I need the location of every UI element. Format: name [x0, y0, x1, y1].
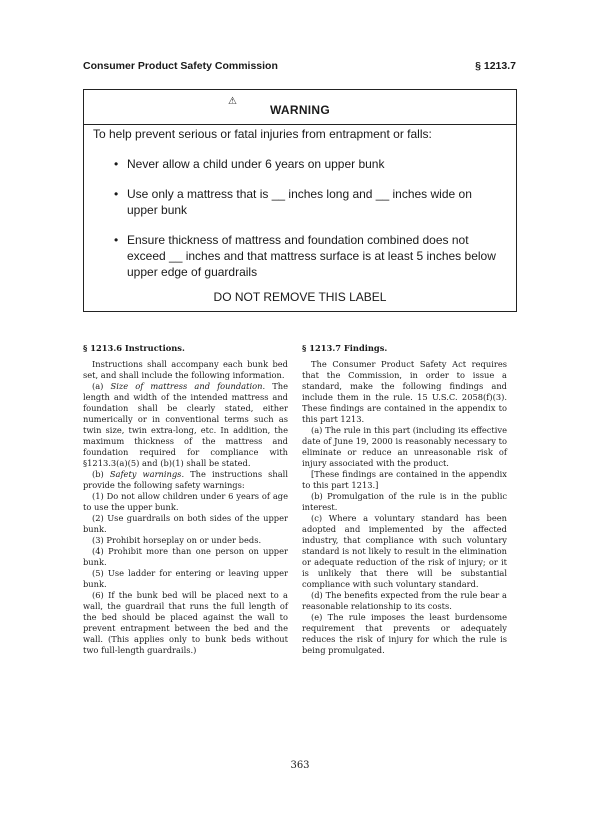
paragraph-label: (b): [92, 469, 104, 479]
paragraph-text: The length and width of the intended mattress and foundation shall be clearly stated, either numerically or in conventional terms such as twin size, twin extra-long, etc. In addition, the maximum thickness of the mattress and foundation required for compliance with §1213.3(a)(5) and (b)(1) shall be stated.: [83, 381, 288, 468]
warning-footer: DO NOT REMOVE THIS LABEL: [213, 290, 387, 304]
paragraph-text: The instructions shall provide the following safety warnings:: [83, 469, 288, 490]
warning-item: (3) Prohibit horseplay on or under beds.: [92, 535, 262, 545]
paragraph: (c) Where a voluntary standard has been adopted and implemented by the affected industry, that compliance with such voluntary standard is not likely to result in the elimination or adequate reduction of the risk of injury; or it is unlikely that there will be substantial compliance with such voluntary standard.: [302, 513, 507, 589]
warning-bullet: • Ensure thickness of mattress and foundation combined does not exceed __ inches and that mattress surface is at least 5 inches below upper edge of guardrails: [114, 232, 499, 280]
warning-lead-text: To help prevent serious or fatal injuries from entrapment or falls:: [93, 127, 432, 141]
warning-item: (4) Prohibit more than one person on upper bunk.: [83, 546, 288, 567]
warning-bullet: • Never allow a child under 6 years on upper bunk: [114, 156, 499, 172]
running-header-agency: Consumer Product Safety Commission: [83, 60, 278, 72]
paragraph-subheading: Size of mattress and foundation.: [110, 381, 266, 391]
paragraph: [These findings are contained in the appendix to this part 1213.]: [302, 469, 507, 490]
warning-header: [84, 90, 516, 125]
instructions-column: [83, 343, 288, 656]
warning-item: (5) Use ladder for entering or leaving upper bunk.: [83, 568, 288, 589]
warning-bullet: • Use only a mattress that is __ inches long and __ inches wide on upper bunk: [114, 186, 499, 218]
paragraph: (b) Promulgation of the rule is in the public interest.: [302, 491, 507, 512]
findings-column: [302, 343, 507, 656]
paragraph-subheading: Safety warnings.: [109, 469, 185, 479]
section-heading-instructions: § 1213.6 Instructions.: [83, 343, 185, 353]
warning-triangle-icon: ⚠: [228, 96, 237, 107]
paragraph: (e) The rule imposes the least burdensome requirement that prevents or adequately reduces the risk of injury for which the rule is being promulgated.: [302, 612, 507, 655]
paragraph-a: [83, 381, 288, 469]
paragraph: (a) The rule in this part (including its effective date of June 19, 2000 is reasonably necessary to eliminate or reduce an unreasonable risk of injury associated with the product.: [302, 425, 507, 468]
paragraph-b: [83, 469, 288, 491]
section-heading-findings: § 1213.7 Findings.: [302, 343, 388, 353]
page-number: 363: [290, 760, 310, 771]
paragraph: The Consumer Product Safety Act requires that the Commission, in order to issue a standard, make the following findings and include them in the rule. 15 U.S.C. 2058(f)(3). These findings are contained in the appendix to this part 1213.: [302, 359, 507, 424]
warning-bullet-list: [114, 156, 499, 294]
warning-item: (6) If the bunk bed will be placed next to a wall, the guardrail that runs the full length of the bed should be placed against the wall to prevent entrapment between the bed and the wall. (This applies only to bunk beds without two full-length guardrails.): [83, 590, 288, 655]
warning-label: [83, 89, 517, 312]
paragraph: Instructions shall accompany each bunk bed set, and shall include the following information.: [83, 359, 288, 380]
warning-item: (1) Do not allow children under 6 years of age to use the upper bunk.: [83, 491, 288, 512]
warning-item: (2) Use guardrails on both sides of the upper bunk.: [83, 513, 288, 534]
running-header-section: § 1213.7: [475, 60, 516, 72]
warning-title: WARNING: [269, 103, 331, 117]
paragraph: (d) The benefits expected from the rule bear a reasonable relationship to its costs.: [302, 590, 507, 611]
paragraph-label: (a): [92, 381, 104, 391]
